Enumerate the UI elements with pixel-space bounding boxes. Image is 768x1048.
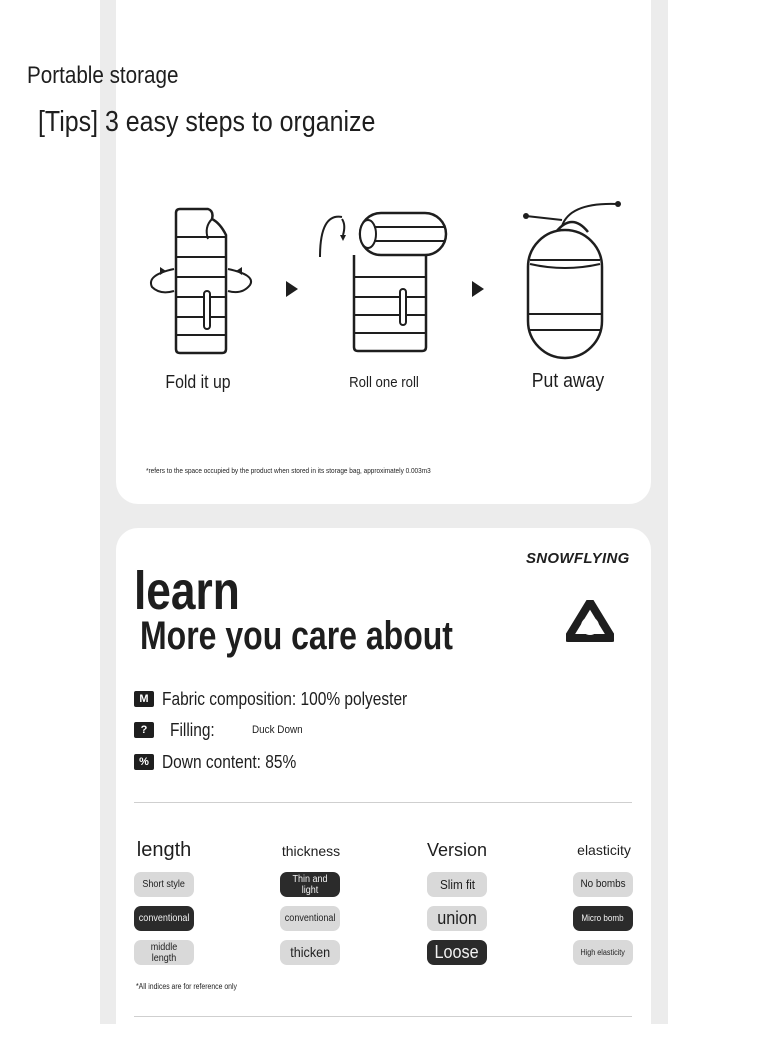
- spec-label-down-content: Down content: 85%: [162, 751, 297, 772]
- step-label-fold: Fold it up: [165, 372, 231, 392]
- fold-sleeping-bag-icon: [146, 205, 258, 357]
- version-option-union: union: [427, 906, 487, 931]
- divider-top: [134, 802, 632, 803]
- care-subheading: More you care about: [140, 614, 453, 658]
- storage-tips-heading: [Tips] 3 easy steps to organize: [38, 106, 376, 138]
- elasticity-option-no-bombs: No bombs: [573, 872, 633, 897]
- attr-head-elasticity: elasticity: [577, 842, 631, 858]
- length-option-short: Short style: [134, 872, 194, 897]
- thickness-option-conventional: conventional: [280, 906, 340, 931]
- learn-heading: learn: [134, 561, 240, 621]
- step-arrow-2: [472, 281, 484, 297]
- version-option-slim: Slim fit: [427, 872, 487, 897]
- thickness-option-thicken: thicken: [280, 940, 340, 965]
- attr-head-version: Version: [426, 840, 488, 860]
- storage-bag-icon: [516, 196, 626, 364]
- attr-head-length: length: [136, 839, 192, 861]
- spec-row-fabric: [134, 687, 447, 711]
- spec-label-filling: Filling:: [170, 719, 215, 740]
- percent-icon: %: [134, 754, 154, 770]
- step-label-put-away: Put away: [531, 370, 605, 392]
- storage-title: Portable storage: [27, 62, 179, 89]
- step-arrow-1: [286, 281, 298, 297]
- spec-row-down-content: [134, 750, 318, 774]
- spec-label-fabric: Fabric composition: 100% polyester: [162, 688, 408, 709]
- triangle-brand-logo-icon: [566, 600, 614, 644]
- elasticity-option-micro: Micro bomb: [573, 906, 633, 931]
- length-option-middle: middle length: [134, 940, 194, 965]
- length-option-conventional: conventional: [134, 906, 194, 931]
- storage-footnote: *refers to the space occupied by the product when stored in its storage bag, approximately 0.003m3: [146, 466, 431, 475]
- reference-footnote: *All indices are for reference only: [136, 982, 237, 991]
- step-label-roll: Roll one roll: [349, 374, 419, 391]
- fabric-icon: M: [134, 691, 154, 707]
- divider-bottom: [134, 1016, 632, 1017]
- attr-head-thickness: thickness: [281, 843, 341, 859]
- roll-sleeping-bag-icon: [316, 205, 452, 357]
- filling-icon: ?: [134, 722, 154, 738]
- spec-value-filling: Duck Down: [252, 724, 303, 736]
- brand-wordmark: SNOWFLYING: [526, 550, 630, 567]
- thickness-option-thin: Thin and light: [280, 872, 340, 897]
- version-option-loose: Loose: [427, 940, 487, 965]
- spec-row-filling: [134, 718, 308, 742]
- elasticity-option-high: High elasticity: [573, 940, 633, 965]
